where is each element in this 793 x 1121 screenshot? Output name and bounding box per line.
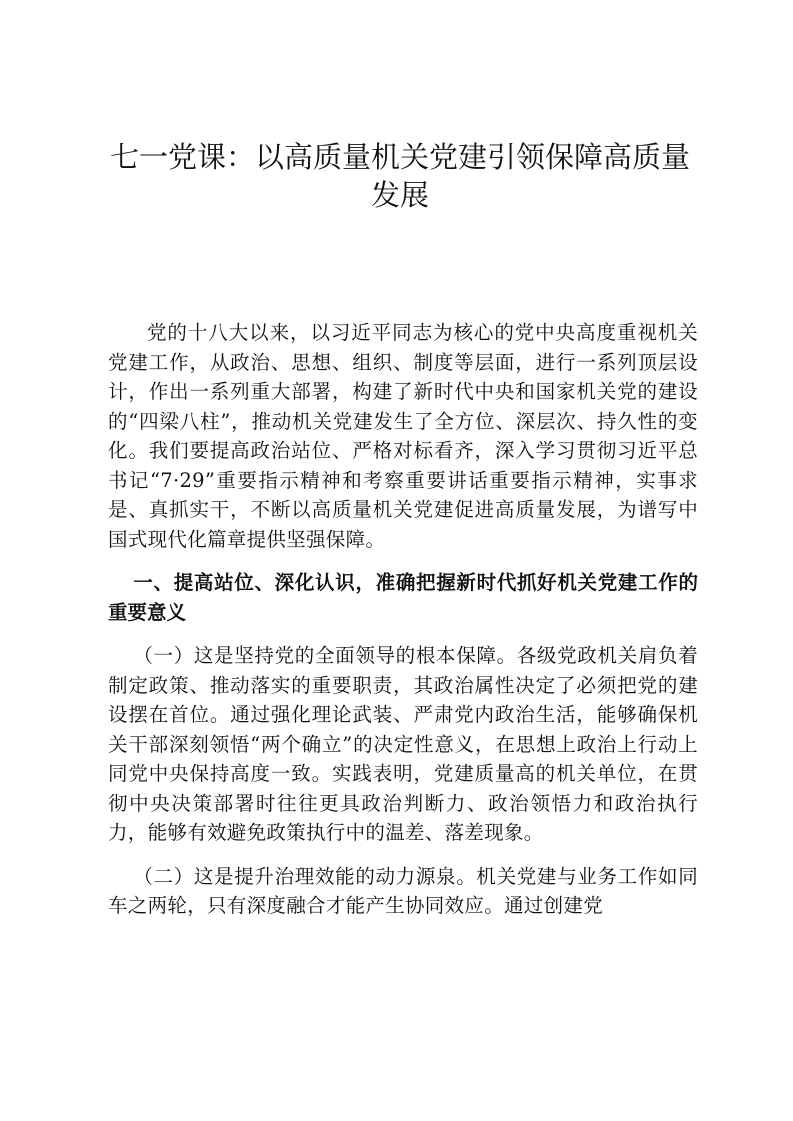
intro-paragraph: 党的十八大以来，以习近平同志为核心的党中央高度重视机关党建工作，从政治、思想、组织、制度等层面，进行一系列顶层设计，作出一系列重大部署，构建了新时代中央和国家机关党的建设的“四梁八柱”，推动机关党建发生了全方位、深层次、持久性的变化。我们要提高政治站位、严格对标看齐，深入学习贯彻习近平总书记“7·29”重要指示精神和考察重要讲话重要指示精神，实事求是、真抓实干，不断以高质量机关党建促进高质量发展，为谱写中国式现代化篇章提供坚强保障。 bbox=[108, 321, 698, 551]
section-1-paragraph-1: （一）这是坚持党的全面领导的根本保障。各级党政机关肩负着制定政策、推动落实的重要职责，其政治属性决定了必须把党的建设摆在首位。通过强化理论武装、严肃党内政治生活，能够确保机关干部深刻领悟“两个确立”的决定性意义，在思想上政治上行动上同党中央保持高度一致。实践表明，党建质量高的机关单位，在贯彻中央决策部署时往往更具政治判断力、政治领悟力和政治执行力，能够有效避免政策执行中的温差、落差现象。 bbox=[108, 644, 698, 844]
document-body bbox=[108, 318, 698, 935]
section-1-paragraph-2: （二）这是提升治理效能的动力源泉。机关党建与业务工作如同车之两轮，只有深度融合才能产生协同效应。通过创建党 bbox=[108, 864, 698, 917]
document-title: 七一党课：以高质量机关党建引领保障高质量发展 bbox=[109, 140, 690, 212]
section-heading-1: 一、提高站位、深化认识，准确把握新时代抓好机关党建工作的重要意义 bbox=[108, 571, 698, 624]
